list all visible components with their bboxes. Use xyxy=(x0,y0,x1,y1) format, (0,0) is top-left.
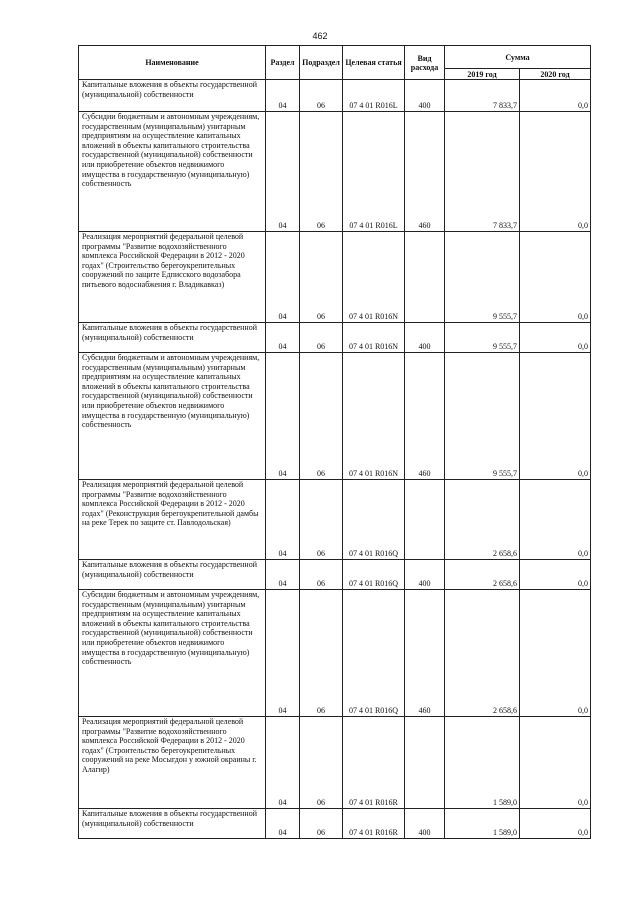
row-podrazdel: 06 xyxy=(300,560,343,590)
row-target: 07 4 01 R016L xyxy=(343,80,405,112)
row-vid xyxy=(405,480,445,560)
table-row xyxy=(79,590,591,717)
row-podrazdel: 06 xyxy=(300,323,343,353)
row-razdel: 04 xyxy=(266,353,300,480)
row-podrazdel: 06 xyxy=(300,112,343,232)
row-razdel: 04 xyxy=(266,232,300,323)
row-sum-2020: 0,0 xyxy=(520,560,591,590)
row-name: Субсидии бюджетным и автономным учреждениям, государственным (муниципальным) унитарным предприятиям на осуществление капитальных вложений в объекты капитального строительства государственной (муниципальной) собственности или приобретение объектов недвижимого имущества в государственную (муниципальную) собственность xyxy=(79,112,266,232)
header-vid: Вид расхода xyxy=(405,46,445,80)
table-row xyxy=(79,112,591,232)
row-sum-2020: 0,0 xyxy=(520,809,591,839)
table-row xyxy=(79,560,591,590)
row-vid xyxy=(405,232,445,323)
row-target: 07 4 01 R016N xyxy=(343,323,405,353)
row-target: 07 4 01 R016N xyxy=(343,232,405,323)
row-vid: 460 xyxy=(405,353,445,480)
row-name: Субсидии бюджетным и автономным учреждениям, государственным (муниципальным) унитарным предприятиям на осуществление капитальных вложений в объекты капитального строительства государственной (муниципальной) собственности или приобретение объектов недвижимого имущества в государственную (муниципальную) собственность xyxy=(79,590,266,717)
table-row xyxy=(79,717,591,809)
table-row xyxy=(79,323,591,353)
row-target: 07 4 01 R016Q xyxy=(343,480,405,560)
row-sum-2020: 0,0 xyxy=(520,590,591,717)
row-name: Реализация мероприятий федеральной целевой программы "Развитие водохозяйственного комплекса Российской Федерации в 2012 - 2020 годах" (Строительство берегоукрепительных сооружений на реке Мосыгдон у южной окраины г. Алагир) xyxy=(79,717,266,809)
table-body xyxy=(79,80,591,839)
row-sum-2019: 1 589,0 xyxy=(445,809,520,839)
row-vid: 460 xyxy=(405,112,445,232)
row-target: 07 4 01 R016Q xyxy=(343,590,405,717)
row-name: Субсидии бюджетным и автономным учреждениям, государственным (муниципальным) унитарным предприятиям на осуществление капитальных вложений в объекты капитального строительства государственной (муниципальной) собственности или приобретение объектов недвижимого имущества в государственную (муниципальную) собственность xyxy=(79,353,266,480)
table-row xyxy=(79,80,591,112)
budget-table xyxy=(78,45,591,839)
row-razdel: 04 xyxy=(266,809,300,839)
row-target: 07 4 01 R016Q xyxy=(343,560,405,590)
row-podrazdel: 06 xyxy=(300,80,343,112)
row-sum-2019: 9 555,7 xyxy=(445,232,520,323)
table-row xyxy=(79,232,591,323)
row-sum-2020: 0,0 xyxy=(520,80,591,112)
header-2020: 2020 год xyxy=(520,69,591,80)
row-name: Реализация мероприятий федеральной целевой программы "Развитие водохозяйственного комплекса Российской Федерации в 2012 - 2020 годах" (Реконструкция берегоукрепительной дамбы на реке Терек по защите ст. Павлодольская) xyxy=(79,480,266,560)
row-name: Капитальные вложения в объекты государственной (муниципальной) собственности xyxy=(79,323,266,353)
header-name: Наименование xyxy=(79,46,266,80)
page-number: 462 xyxy=(312,31,328,41)
row-razdel: 04 xyxy=(266,560,300,590)
header-row xyxy=(79,46,591,69)
row-name: Капитальные вложения в объекты государственной (муниципальной) собственности xyxy=(79,809,266,839)
row-podrazdel: 06 xyxy=(300,809,343,839)
row-razdel: 04 xyxy=(266,590,300,717)
row-sum-2019: 2 658,6 xyxy=(445,480,520,560)
row-name: Реализация мероприятий федеральной целевой программы "Развитие водохозяйственного комплекса Российской Федерации в 2012 - 2020 годах" (Строительство берегоукрепительных сооружений по защите Едписского водозабора питьевого водоснабжения г. Владикавказ) xyxy=(79,232,266,323)
row-vid: 400 xyxy=(405,809,445,839)
table-row xyxy=(79,480,591,560)
row-vid: 460 xyxy=(405,590,445,717)
row-podrazdel: 06 xyxy=(300,232,343,323)
row-sum-2020: 0,0 xyxy=(520,353,591,480)
row-sum-2020: 0,0 xyxy=(520,480,591,560)
row-name: Капитальные вложения в объекты государственной (муниципальной) собственности xyxy=(79,560,266,590)
table-row xyxy=(79,809,591,839)
row-razdel: 04 xyxy=(266,112,300,232)
row-sum-2020: 0,0 xyxy=(520,112,591,232)
row-target: 07 4 01 R016R xyxy=(343,717,405,809)
row-razdel: 04 xyxy=(266,480,300,560)
row-podrazdel: 06 xyxy=(300,480,343,560)
row-vid xyxy=(405,717,445,809)
row-sum-2019: 7 833,7 xyxy=(445,112,520,232)
row-razdel: 04 xyxy=(266,80,300,112)
row-target: 07 4 01 R016L xyxy=(343,112,405,232)
row-podrazdel: 06 xyxy=(300,717,343,809)
row-sum-2020: 0,0 xyxy=(520,323,591,353)
row-sum-2020: 0,0 xyxy=(520,232,591,323)
header-podrazdel: Подраздел xyxy=(300,46,343,80)
row-target: 07 4 01 R016N xyxy=(343,353,405,480)
row-razdel: 04 xyxy=(266,717,300,809)
row-sum-2019: 2 658,6 xyxy=(445,590,520,717)
row-sum-2019: 9 555,7 xyxy=(445,353,520,480)
row-podrazdel: 06 xyxy=(300,590,343,717)
row-sum-2019: 9 555,7 xyxy=(445,323,520,353)
row-target: 07 4 01 R016R xyxy=(343,809,405,839)
row-vid: 400 xyxy=(405,80,445,112)
table-row xyxy=(79,353,591,480)
header-target: Целевая статья xyxy=(343,46,405,80)
row-sum-2019: 7 833,7 xyxy=(445,80,520,112)
row-razdel: 04 xyxy=(266,323,300,353)
row-vid: 400 xyxy=(405,323,445,353)
header-razdel: Раздел xyxy=(266,46,300,80)
row-sum-2019: 1 589,0 xyxy=(445,717,520,809)
row-sum-2020: 0,0 xyxy=(520,717,591,809)
row-name: Капитальные вложения в объекты государственной (муниципальной) собственности xyxy=(79,80,266,112)
header-2019: 2019 год xyxy=(445,69,520,80)
row-sum-2019: 2 658,6 xyxy=(445,560,520,590)
row-podrazdel: 06 xyxy=(300,353,343,480)
row-vid: 400 xyxy=(405,560,445,590)
header-sum: Сумма xyxy=(445,46,591,69)
